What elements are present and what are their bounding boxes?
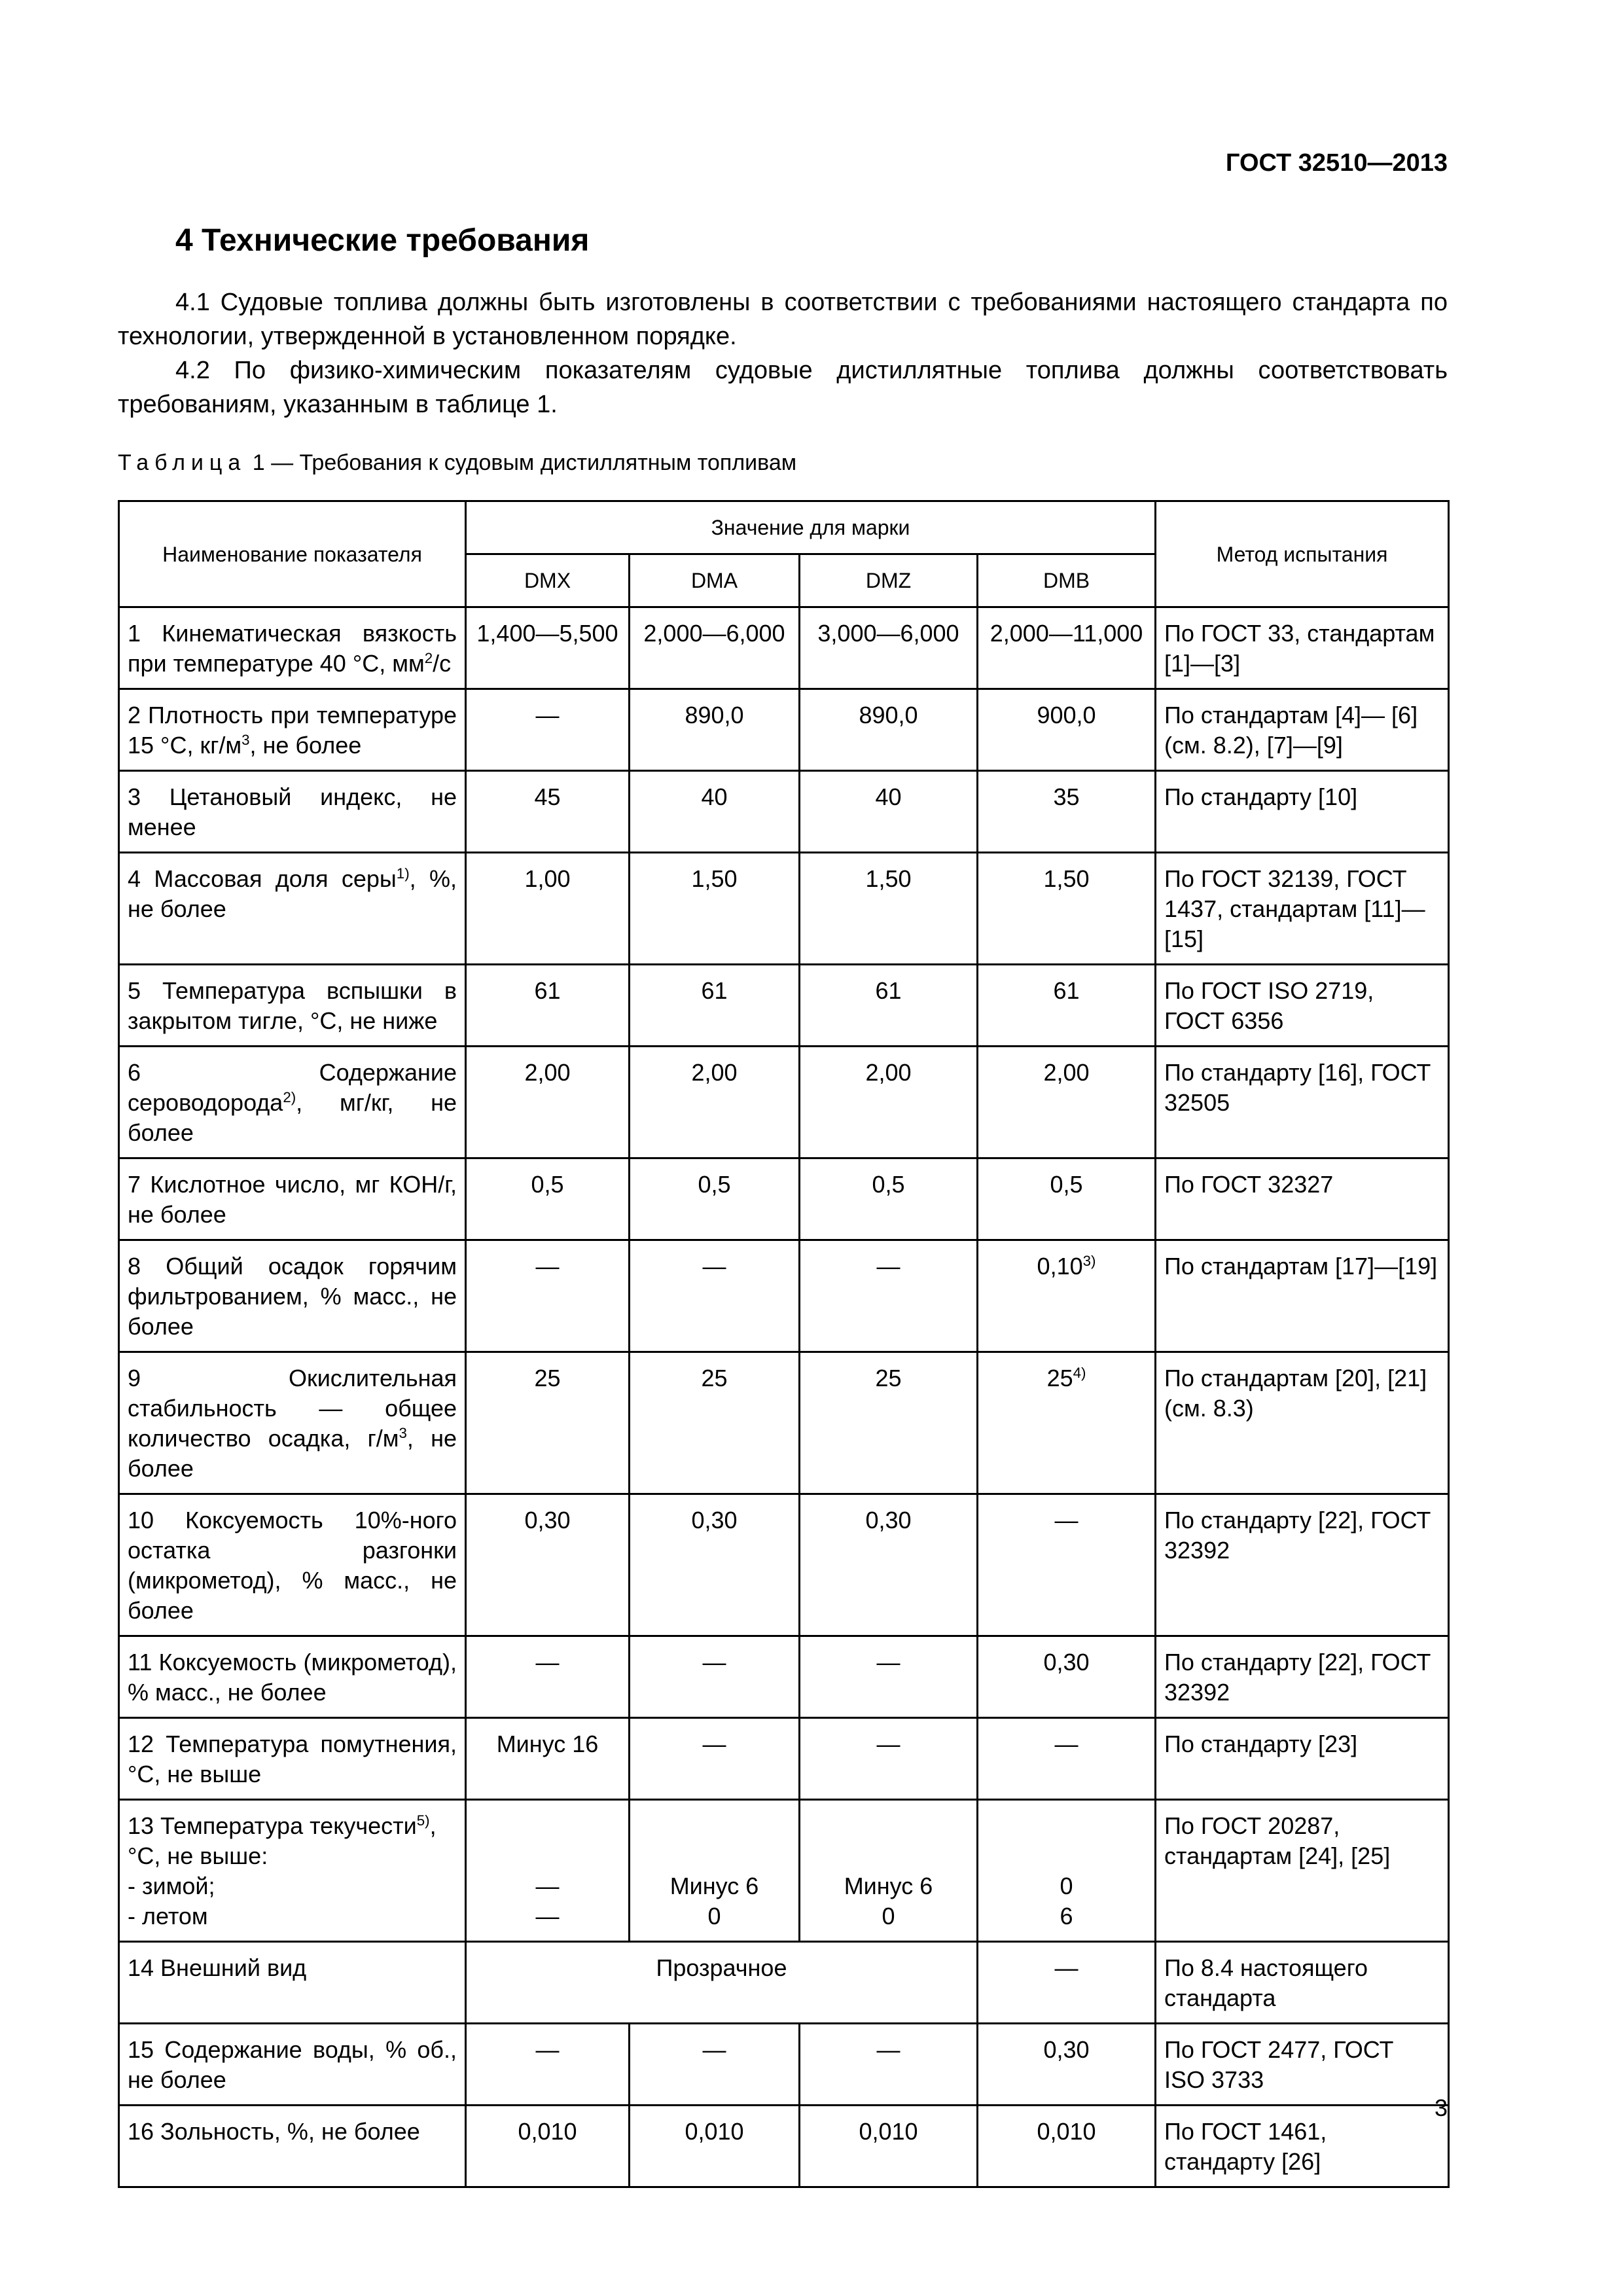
- value-cell: [800, 607, 978, 689]
- header-grade-value: Значение для марки: [466, 501, 1156, 554]
- value-cell: [466, 1352, 630, 1494]
- indicator-name-text: 1 Кинематическая вязкость при температуре 40 °С, мм: [128, 620, 457, 677]
- indicator-name-text: 4 Массовая доля серы: [128, 865, 397, 892]
- value-text: 61: [534, 977, 561, 1004]
- value-text: 1,50: [691, 865, 738, 892]
- value-text: 0,10: [1037, 1253, 1083, 1280]
- value-cell: [800, 853, 978, 965]
- value-text: 61: [875, 977, 902, 1004]
- value-text: 2,00: [865, 1059, 912, 1086]
- indicator-name-cell: [119, 2106, 466, 2187]
- value-summer: 0: [882, 1903, 895, 1929]
- indicator-name-suffix: /с: [433, 650, 452, 677]
- table-row: [119, 1494, 1449, 1636]
- indicator-name-text: 11 Коксуемость (микрометод), % масс., не более: [128, 1649, 457, 1706]
- footnote-mark: 5): [416, 1812, 430, 1829]
- table-row: [119, 1240, 1449, 1352]
- value-text: 35: [1053, 783, 1080, 810]
- header-grade-dmz: DMZ: [800, 554, 978, 607]
- value-cell: [630, 1494, 800, 1636]
- value-text: Минус 16: [496, 1731, 599, 1757]
- footnote-mark: 1): [396, 865, 410, 882]
- indicator-name-line: °С, не выше:: [128, 1842, 268, 1869]
- test-method-cell: По стандарту [22], ГОСТ 32392: [1156, 1494, 1449, 1636]
- value-cell: [800, 1158, 978, 1240]
- header-indicator-name: Наименование показателя: [119, 501, 466, 607]
- value-text: 890,0: [859, 702, 918, 728]
- value-cell: [978, 1047, 1156, 1158]
- page-number: 3: [1434, 2094, 1448, 2121]
- value-cell: [630, 607, 800, 689]
- value-cell: [978, 1718, 1156, 1800]
- value-text: 3,000—6,000: [817, 620, 959, 647]
- indicator-name-line: - летом: [128, 1903, 208, 1929]
- indicator-name-suffix: , не более: [249, 732, 362, 759]
- value-cell: [800, 965, 978, 1047]
- value-text: 0,010: [518, 2118, 577, 2145]
- section-title: 4 Технические требования: [175, 223, 590, 258]
- table-body: [119, 607, 1449, 2187]
- value-cell: [630, 1636, 800, 1718]
- value-text: —: [876, 1649, 901, 1676]
- footnote-mark: 2: [424, 650, 433, 666]
- indicator-name-cell: [119, 1494, 466, 1636]
- indicator-name-suffix: , не более: [128, 1425, 457, 1482]
- table-row: [119, 1158, 1449, 1240]
- indicator-name-suffix: , мг/кг, не более: [128, 1089, 457, 1146]
- value-cell: [466, 2106, 630, 2187]
- value-text: 0,30: [691, 1507, 738, 1534]
- value-cell: [978, 853, 1156, 965]
- value-summer: 0: [707, 1903, 721, 1929]
- table-row: [119, 2106, 1449, 2187]
- value-cell: [630, 1240, 800, 1352]
- value-cell: [800, 1636, 978, 1718]
- test-method-cell: По стандартам [17]—[19]: [1156, 1240, 1449, 1352]
- test-method-cell: По ГОСТ 33, стандартам [1]—[3]: [1156, 607, 1449, 689]
- value-text: 61: [1053, 977, 1080, 1004]
- value-cell: [800, 1047, 978, 1158]
- value-text: —: [1054, 1731, 1079, 1757]
- value-text: 900,0: [1037, 702, 1096, 728]
- paragraph-4-2: 4.2 По физико-химическим показателям судовые дистиллятные топлива должны соответствовать требованиям, указанным в таблице 1.: [118, 357, 1448, 418]
- test-method-cell: По стандарту [16], ГОСТ 32505: [1156, 1047, 1449, 1158]
- value-cell: [800, 771, 978, 853]
- value-cell: [466, 1718, 630, 1800]
- value-text: 0,30: [1043, 1649, 1090, 1676]
- table-row: [119, 965, 1449, 1047]
- indicator-name-cell: [119, 1240, 466, 1352]
- table-row: [119, 1800, 1449, 1942]
- indicator-name-cell: [119, 1352, 466, 1494]
- value-cell: [800, 689, 978, 771]
- value-text: 0,30: [865, 1507, 912, 1534]
- value-cell: [630, 965, 800, 1047]
- value-cell: [630, 689, 800, 771]
- value-text: —: [876, 1253, 901, 1280]
- indicator-name-text: 5 Температура вспышки в закрытом тигле, °С, не ниже: [128, 977, 457, 1034]
- value-cell: [978, 2106, 1156, 2187]
- footnote-mark: 3: [241, 732, 250, 748]
- test-method-cell: По ГОСТ 2477, ГОСТ ISO 3733: [1156, 2024, 1449, 2106]
- test-method-cell: По стандарту [22], ГОСТ 32392: [1156, 1636, 1449, 1718]
- value-cell: [978, 2024, 1156, 2106]
- value-cell: [630, 1352, 800, 1494]
- value-cell: [978, 1158, 1156, 1240]
- table-row: [119, 2024, 1449, 2106]
- indicator-name-punct: ,: [429, 1812, 437, 1839]
- value-text: 2,00: [1043, 1059, 1090, 1086]
- value-text: 0,5: [872, 1171, 905, 1198]
- value-cell: [630, 2024, 800, 2106]
- indicator-name-text: 3 Цетановый индекс, не менее: [128, 783, 457, 840]
- value-text: 45: [534, 783, 561, 810]
- value-cell: [800, 1494, 978, 1636]
- indicator-name-cell: [119, 1636, 466, 1718]
- indicator-name-text: 2 Плотность при температуре 15 °С, кг/м: [128, 702, 457, 759]
- value-text: 0,5: [531, 1171, 564, 1198]
- footnote-mark: 3): [1082, 1253, 1096, 1269]
- value-text: —: [1054, 1507, 1079, 1534]
- indicator-name-cell: [119, 1158, 466, 1240]
- value-cell: [978, 1240, 1156, 1352]
- indicator-name-text: 6 Содержание сероводорода: [128, 1059, 457, 1116]
- footnote-mark: 2): [283, 1089, 296, 1105]
- value-cell: [978, 607, 1156, 689]
- value-text: 0,30: [524, 1507, 571, 1534]
- value-text: 40: [701, 783, 728, 810]
- value-cell: [630, 853, 800, 965]
- indicator-name-cell: [119, 1718, 466, 1800]
- value-cell: [466, 1800, 630, 1942]
- table-row: [119, 1636, 1449, 1718]
- value-text: 25: [875, 1365, 902, 1391]
- test-method-cell: По 8.4 настоящего стандарта: [1156, 1942, 1449, 2024]
- value-text: 1,400—5,500: [476, 620, 618, 647]
- value-cell: [978, 1352, 1156, 1494]
- value-cell: [466, 965, 630, 1047]
- standard-code: ГОСТ 32510—2013: [1225, 149, 1448, 177]
- value-text: —: [702, 1649, 726, 1676]
- value-cell: [978, 1636, 1156, 1718]
- value-text: 0,5: [698, 1171, 731, 1198]
- value-cell: [466, 771, 630, 853]
- value-cell: [978, 689, 1156, 771]
- test-method-cell: По ГОСТ 1461, стандарту [26]: [1156, 2106, 1449, 2187]
- value-cell: [978, 771, 1156, 853]
- indicator-name-cell: [119, 1047, 466, 1158]
- value-text: —: [535, 1649, 560, 1676]
- value-text: —: [535, 702, 560, 728]
- value-winter: Минус 6: [669, 1873, 759, 1899]
- indicator-name-text: 15 Содержание воды, % об., не более: [128, 2036, 457, 2093]
- header-grade-dmx: DMX: [466, 554, 630, 607]
- paragraph-4-1: 4.1 Судовые топлива должны быть изготовлены в соответствии с требованиями настоящего стандарта по технологии, утвержденной в установленном порядке.: [118, 289, 1448, 350]
- value-cell: [466, 1047, 630, 1158]
- header-test-method: Метод испытания: [1156, 501, 1449, 607]
- value-text: 40: [875, 783, 902, 810]
- indicator-name-text: 14 Внешний вид: [128, 1954, 307, 1981]
- value-cell: [630, 771, 800, 853]
- indicator-name-text: 9 Окислительная стабильность — общее количество осадка, г/м: [128, 1365, 457, 1452]
- table-row: [119, 771, 1449, 853]
- value-text: 25: [701, 1365, 728, 1391]
- value-winter: Минус 6: [844, 1873, 933, 1899]
- test-method-cell: По ГОСТ 32139, ГОСТ 1437, стандартам [11]—[15]: [1156, 853, 1449, 965]
- value-text: 1,50: [1043, 865, 1090, 892]
- indicator-name-cell: [119, 2024, 466, 2106]
- value-text: 0,30: [1043, 2036, 1090, 2063]
- indicator-name-cell: [119, 1942, 466, 2024]
- value-text: —: [876, 2036, 901, 2063]
- indicator-name-line: - зимой;: [128, 1873, 215, 1899]
- table-row: [119, 1352, 1449, 1494]
- value-cell: [466, 853, 630, 965]
- value-cell: [466, 1636, 630, 1718]
- test-method-cell: По ГОСТ ISO 2719, ГОСТ 6356: [1156, 965, 1449, 1047]
- indicator-name-text: 8 Общий осадок горячим фильтрованием, % масс., не более: [128, 1253, 457, 1340]
- footnote-mark: 3: [399, 1425, 407, 1441]
- table-row: [119, 1942, 1449, 2024]
- value-text: —: [535, 1253, 560, 1280]
- value-cell: [466, 1158, 630, 1240]
- test-method-cell: По ГОСТ 32327: [1156, 1158, 1449, 1240]
- value-cell: [978, 1800, 1156, 1942]
- value-cell: [978, 1494, 1156, 1636]
- value-text: 890,0: [685, 702, 744, 728]
- indicator-name-cell: [119, 771, 466, 853]
- footnote-mark: 4): [1073, 1365, 1086, 1381]
- value-text: —: [702, 1731, 726, 1757]
- value-text: —: [535, 2036, 560, 2063]
- test-method-cell: По ГОСТ 20287, стандартам [24], [25]: [1156, 1800, 1449, 1942]
- value-summer: 6: [1060, 1903, 1073, 1929]
- value-cell: [800, 1800, 978, 1942]
- value-cell: —: [978, 1942, 1156, 2024]
- value-text: 25: [1046, 1365, 1073, 1391]
- value-text: —: [876, 1731, 901, 1757]
- value-cell: [800, 2024, 978, 2106]
- value-cell-merged: Прозрачное: [466, 1942, 978, 2024]
- value-cell: [630, 1047, 800, 1158]
- header-grade-dmb: DMB: [978, 554, 1156, 607]
- value-text: —: [702, 2036, 726, 2063]
- value-cell: [800, 2106, 978, 2187]
- indicator-name-cell: [119, 1800, 466, 1942]
- indicator-name-text: 10 Коксуемость 10%-ного остатка разгонки (микрометод), % масс., не более: [128, 1507, 457, 1624]
- value-winter: 0: [1060, 1873, 1073, 1899]
- indicator-name-cell: [119, 689, 466, 771]
- value-cell: [630, 1718, 800, 1800]
- value-text: 1,50: [865, 865, 912, 892]
- test-method-cell: По стандарту [23]: [1156, 1718, 1449, 1800]
- table-row: [119, 607, 1449, 689]
- indicator-name-text: 12 Температура помутнения, °С, не выше: [128, 1731, 457, 1787]
- value-text: 2,000—6,000: [643, 620, 785, 647]
- indicator-name-text: 7 Кислотное число, мг КОН/г, не более: [128, 1171, 457, 1228]
- value-cell: [800, 1352, 978, 1494]
- value-cell: [466, 2024, 630, 2106]
- value-cell: [466, 689, 630, 771]
- test-method-cell: По стандарту [10]: [1156, 771, 1449, 853]
- table-caption: [118, 450, 796, 476]
- value-text: 0,010: [685, 2118, 744, 2145]
- value-winter: —: [535, 1873, 560, 1899]
- indicator-name-cell: [119, 607, 466, 689]
- table-caption-word: Таблица: [118, 450, 247, 475]
- value-text: 25: [534, 1365, 561, 1391]
- value-text: 2,00: [524, 1059, 571, 1086]
- value-text: 0,010: [1037, 2118, 1096, 2145]
- value-cell: [630, 1158, 800, 1240]
- value-cell: [800, 1718, 978, 1800]
- indicator-name-suffix: , %, не более: [128, 865, 457, 922]
- indicator-name-text: 16 Зольность, %, не более: [128, 2118, 420, 2145]
- value-cell: [630, 2106, 800, 2187]
- value-cell: [800, 1240, 978, 1352]
- header-grade-dma: DMA: [630, 554, 800, 607]
- value-text: 2,00: [691, 1059, 738, 1086]
- table-row: [119, 853, 1449, 965]
- value-text: 1,00: [524, 865, 571, 892]
- value-text: 0,010: [859, 2118, 918, 2145]
- test-method-cell: По стандартам [20], [21] (см. 8.3): [1156, 1352, 1449, 1494]
- value-cell: [466, 1240, 630, 1352]
- table-row: [119, 1718, 1449, 1800]
- value-text: —: [702, 1253, 726, 1280]
- value-cell: [630, 1800, 800, 1942]
- indicator-name-line: 13 Температура текучести: [128, 1812, 417, 1839]
- value-cell: [466, 607, 630, 689]
- value-cell: [466, 1494, 630, 1636]
- value-text: 61: [701, 977, 728, 1004]
- table-caption-text: 1 — Требования к судовым дистиллятным топливам: [246, 450, 797, 475]
- value-summer: —: [535, 1903, 560, 1929]
- indicator-name-cell: [119, 965, 466, 1047]
- value-cell: [978, 965, 1156, 1047]
- table-row: [119, 1047, 1449, 1158]
- requirements-table: [118, 500, 1450, 2188]
- value-text: 0,5: [1050, 1171, 1083, 1198]
- indicator-name-cell: [119, 853, 466, 965]
- test-method-cell: По стандартам [4]— [6] (см. 8.2), [7]—[9]: [1156, 689, 1449, 771]
- table-row: [119, 689, 1449, 771]
- value-text: 2,000—11,000: [990, 620, 1143, 647]
